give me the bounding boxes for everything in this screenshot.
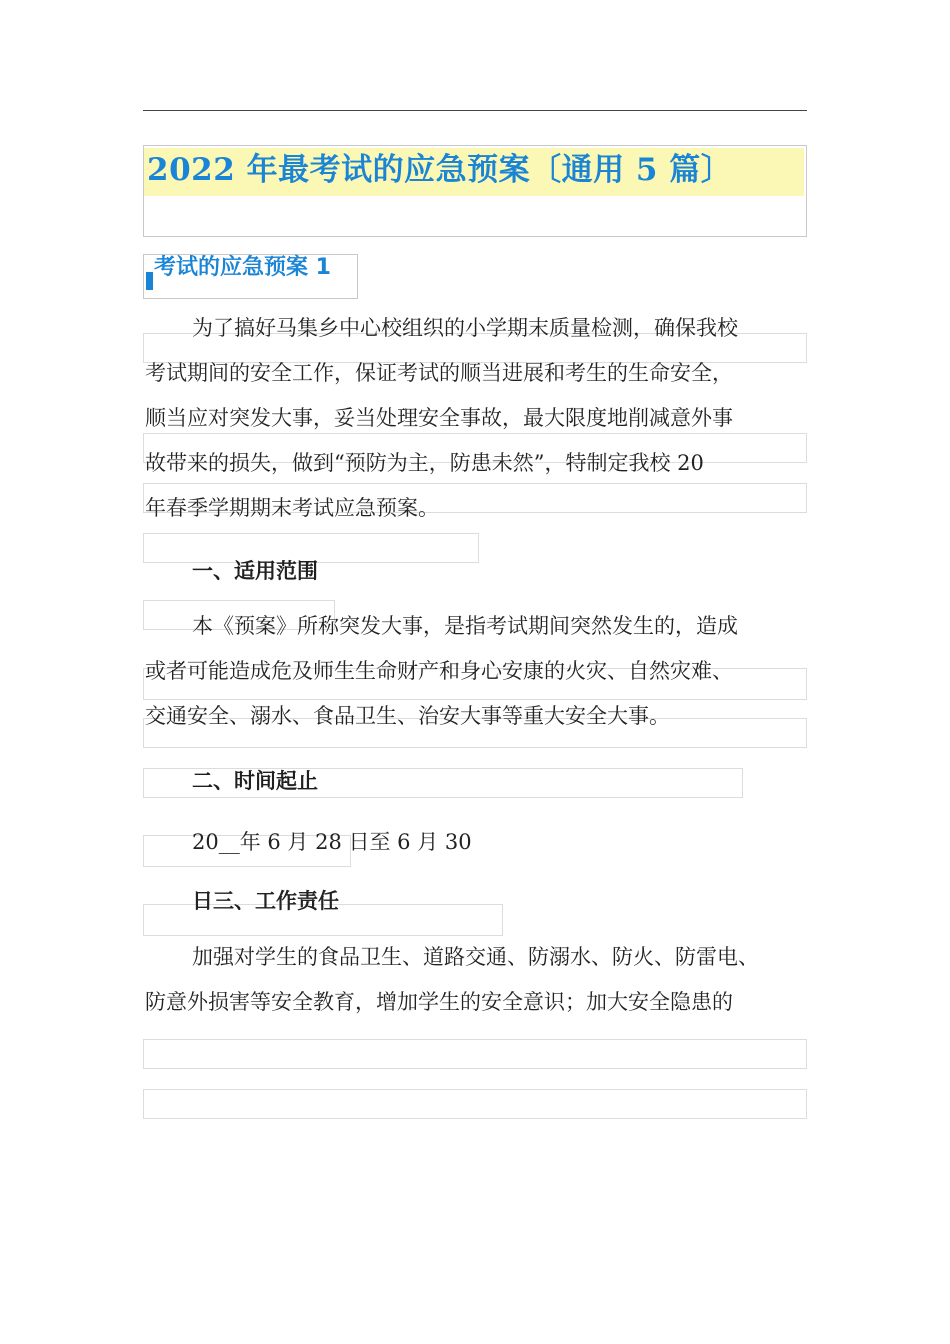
layout-box [143,1089,807,1119]
duty-line-2: 防意外损害等安全教育，增加学生的安全意识；加大安全隐患的 [145,990,733,1014]
scope-line-1: 本《预案》所称突发大事，是指考试期间突然发生的，造成 [192,614,738,638]
scope-line-2: 或者可能造成危及师生生命财产和身心安康的火灾、自然灾难、 [145,659,733,683]
title-frame [143,145,807,237]
intro-line-2: 考试期间的安全工作，保证考试的顺当进展和考生的生命安全， [145,361,733,385]
heading-time: 二、时间起止 [192,769,318,793]
header-rule [143,110,807,111]
heading-duty: 日三、工作责任 [192,889,339,913]
section-title-frame [143,254,358,299]
intro-line-1: 为了搞好马集乡中心校组织的小学期末质量检测，确保我校 [192,316,738,340]
scope-line-3: 交通安全、溺水、食品卫生、治安大事等重大安全大事。 [145,704,670,728]
section-marker [146,272,153,290]
duty-line-1: 加强对学生的食品卫生、道路交通、防溺水、防火、防雷电、 [192,945,759,969]
intro-line-5: 年春季学期期末考试应急预案。 [145,496,439,520]
document-title: 2022 年最考试的应急预案〔通用 5 篇〕 [147,152,733,188]
heading-scope: 一、适用范围 [192,559,318,583]
intro-line-4: 故带来的损失，做到“预防为主，防患未然”，特制定我校 20 [145,451,704,475]
time-range: 20__年 6 月 28 日至 6 月 30 [192,830,472,854]
section-title: 考试的应急预案 1 [154,255,331,280]
intro-line-3: 顺当应对突发大事，妥当处理安全事故，最大限度地削减意外事 [145,406,733,430]
layout-box [143,1039,807,1069]
